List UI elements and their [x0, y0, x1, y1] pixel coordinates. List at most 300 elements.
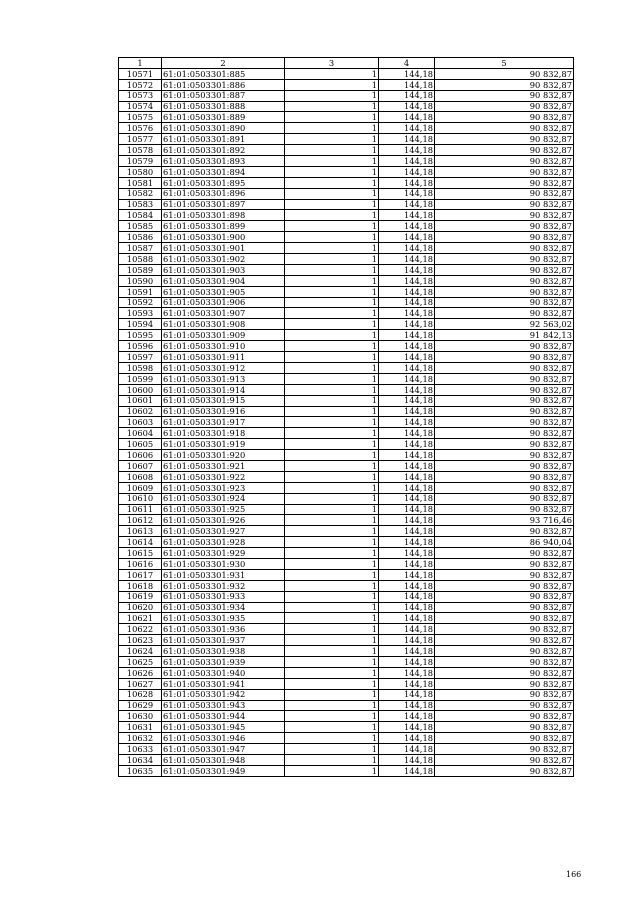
table-row	[119, 678, 574, 689]
table-cell: 10597	[119, 352, 162, 363]
table-row	[119, 341, 574, 352]
table-cell: 1	[285, 722, 379, 733]
table-cell: 1	[285, 395, 379, 406]
table-cell: 144,18	[379, 755, 435, 766]
table-cell: 1	[285, 439, 379, 450]
table-cell: 144,18	[379, 406, 435, 417]
table-cell: 90 832,87	[435, 254, 574, 265]
table-cell: 90 832,87	[435, 493, 574, 504]
table-row	[119, 569, 574, 580]
table-cell: 90 832,87	[435, 580, 574, 591]
table-cell: 90 832,87	[435, 591, 574, 602]
table-cell: 61:01:0503301:910	[162, 341, 285, 352]
table-cell: 144,18	[379, 678, 435, 689]
table-cell: 61:01:0503301:925	[162, 504, 285, 515]
table-row	[119, 406, 574, 417]
table-cell: 90 832,87	[435, 341, 574, 352]
table-row	[119, 166, 574, 177]
table-cell: 61:01:0503301:929	[162, 548, 285, 559]
table-cell: 144,18	[379, 471, 435, 482]
table-cell: 144,18	[379, 90, 435, 101]
table-cell: 61:01:0503301:945	[162, 722, 285, 733]
table-row	[119, 711, 574, 722]
table-cell: 10599	[119, 373, 162, 384]
table-cell: 144,18	[379, 286, 435, 297]
column-header: 1	[119, 58, 162, 69]
table-row	[119, 602, 574, 613]
table-cell: 1	[285, 112, 379, 123]
table-cell: 10576	[119, 123, 162, 134]
table-cell: 61:01:0503301:917	[162, 417, 285, 428]
table-cell: 90 832,87	[435, 79, 574, 90]
table-cell: 90 832,87	[435, 624, 574, 635]
table-cell: 144,18	[379, 308, 435, 319]
table-cell: 1	[285, 744, 379, 755]
table-cell: 90 832,87	[435, 689, 574, 700]
table-row	[119, 635, 574, 646]
table-cell: 10630	[119, 711, 162, 722]
table-row	[119, 134, 574, 145]
table-cell: 1	[285, 526, 379, 537]
table-row	[119, 308, 574, 319]
table-cell: 144,18	[379, 166, 435, 177]
table-cell: 61:01:0503301:922	[162, 471, 285, 482]
table-cell: 10604	[119, 428, 162, 439]
table-cell: 90 832,87	[435, 134, 574, 145]
table-cell: 1	[285, 221, 379, 232]
table-cell: 10631	[119, 722, 162, 733]
table-cell: 144,18	[379, 68, 435, 79]
table-cell: 61:01:0503301:887	[162, 90, 285, 101]
table-cell: 90 832,87	[435, 395, 574, 406]
table-cell: 61:01:0503301:947	[162, 744, 285, 755]
header-row	[119, 58, 574, 69]
table-cell: 144,18	[379, 177, 435, 188]
table-cell: 1	[285, 243, 379, 254]
table-cell: 144,18	[379, 275, 435, 286]
table-row	[119, 450, 574, 461]
table-cell: 61:01:0503301:894	[162, 166, 285, 177]
table-cell: 1	[285, 450, 379, 461]
table-cell: 10623	[119, 635, 162, 646]
table-row	[119, 221, 574, 232]
table-row	[119, 286, 574, 297]
table-row	[119, 373, 574, 384]
table-row	[119, 439, 574, 450]
table-cell: 61:01:0503301:888	[162, 101, 285, 112]
table-cell: 61:01:0503301:923	[162, 482, 285, 493]
table-cell: 144,18	[379, 558, 435, 569]
table-row	[119, 515, 574, 526]
table-row	[119, 254, 574, 265]
table-cell: 10624	[119, 646, 162, 657]
table-cell: 90 832,87	[435, 722, 574, 733]
table-cell: 90 832,87	[435, 460, 574, 471]
table-cell: 61:01:0503301:890	[162, 123, 285, 134]
table-row	[119, 68, 574, 79]
table-cell: 144,18	[379, 765, 435, 776]
table-row	[119, 722, 574, 733]
table-cell: 10593	[119, 308, 162, 319]
table-cell: 144,18	[379, 373, 435, 384]
table-cell: 90 832,87	[435, 286, 574, 297]
table-cell: 61:01:0503301:920	[162, 450, 285, 461]
table-cell: 61:01:0503301:898	[162, 210, 285, 221]
table-cell: 90 832,87	[435, 613, 574, 624]
table-cell: 1	[285, 580, 379, 591]
table-cell: 10592	[119, 297, 162, 308]
table-cell: 90 832,87	[435, 68, 574, 79]
table-cell: 61:01:0503301:896	[162, 188, 285, 199]
table-cell: 90 832,87	[435, 765, 574, 776]
table-row	[119, 755, 574, 766]
table-cell: 10598	[119, 362, 162, 373]
table-cell: 61:01:0503301:909	[162, 330, 285, 341]
table-cell: 1	[285, 471, 379, 482]
table-row	[119, 330, 574, 341]
table-cell: 1	[285, 166, 379, 177]
table-cell: 90 832,87	[435, 145, 574, 156]
table-cell: 90 832,87	[435, 602, 574, 613]
table-cell: 144,18	[379, 744, 435, 755]
page-number: 166	[566, 870, 582, 879]
table-cell: 90 832,87	[435, 101, 574, 112]
table-row	[119, 537, 574, 548]
table-row	[119, 297, 574, 308]
table-cell: 92 563,02	[435, 319, 574, 330]
table-cell: 90 832,87	[435, 526, 574, 537]
table-cell: 1	[285, 635, 379, 646]
table-row	[119, 156, 574, 167]
table-cell: 90 832,87	[435, 439, 574, 450]
table-row	[119, 493, 574, 504]
table-cell: 90 832,87	[435, 90, 574, 101]
table-cell: 144,18	[379, 667, 435, 678]
table-cell: 1	[285, 613, 379, 624]
table-cell: 144,18	[379, 254, 435, 265]
table-cell: 90 832,87	[435, 646, 574, 657]
table-cell: 10607	[119, 460, 162, 471]
table-row	[119, 90, 574, 101]
table-row	[119, 482, 574, 493]
table-cell: 144,18	[379, 515, 435, 526]
table-row	[119, 733, 574, 744]
table-cell: 1	[285, 352, 379, 363]
table-row	[119, 145, 574, 156]
table-cell: 10574	[119, 101, 162, 112]
table-cell: 10602	[119, 406, 162, 417]
table-cell: 61:01:0503301:933	[162, 591, 285, 602]
table-cell: 144,18	[379, 210, 435, 221]
table-cell: 1	[285, 362, 379, 373]
table-cell: 1	[285, 700, 379, 711]
table-cell: 10600	[119, 384, 162, 395]
table-cell: 90 832,87	[435, 123, 574, 134]
table-cell: 61:01:0503301:921	[162, 460, 285, 471]
table-row	[119, 199, 574, 210]
column-header: 4	[379, 58, 435, 69]
table-row	[119, 275, 574, 286]
table-cell: 61:01:0503301:941	[162, 678, 285, 689]
table-cell: 144,18	[379, 417, 435, 428]
table-cell: 144,18	[379, 493, 435, 504]
table-cell: 90 832,87	[435, 678, 574, 689]
table-cell: 10588	[119, 254, 162, 265]
table-cell: 1	[285, 90, 379, 101]
table-cell: 1	[285, 188, 379, 199]
table-cell: 1	[285, 667, 379, 678]
table-row	[119, 700, 574, 711]
table-cell: 144,18	[379, 156, 435, 167]
table-cell: 61:01:0503301:906	[162, 297, 285, 308]
table-cell: 144,18	[379, 635, 435, 646]
table-row	[119, 112, 574, 123]
table-cell: 144,18	[379, 362, 435, 373]
table-cell: 10632	[119, 733, 162, 744]
table-cell: 93 716,46	[435, 515, 574, 526]
table-cell: 10578	[119, 145, 162, 156]
table-cell: 90 832,87	[435, 308, 574, 319]
table-cell: 10580	[119, 166, 162, 177]
table-cell: 144,18	[379, 395, 435, 406]
table-cell: 1	[285, 602, 379, 613]
table-cell: 61:01:0503301:904	[162, 275, 285, 286]
table-cell: 1	[285, 319, 379, 330]
table-cell: 61:01:0503301:924	[162, 493, 285, 504]
table-cell: 1	[285, 569, 379, 580]
table-cell: 90 832,87	[435, 504, 574, 515]
table-cell: 1	[285, 558, 379, 569]
table-cell: 1	[285, 537, 379, 548]
table-cell: 90 832,87	[435, 384, 574, 395]
table-cell: 90 832,87	[435, 177, 574, 188]
table-cell: 1	[285, 330, 379, 341]
table-cell: 1	[285, 733, 379, 744]
table-cell: 61:01:0503301:919	[162, 439, 285, 450]
table-cell: 61:01:0503301:886	[162, 79, 285, 90]
table-cell: 91 842,13	[435, 330, 574, 341]
table-cell: 10626	[119, 667, 162, 678]
table-cell: 1	[285, 384, 379, 395]
table-cell: 1	[285, 504, 379, 515]
table-cell: 90 832,87	[435, 275, 574, 286]
table-cell: 90 832,87	[435, 733, 574, 744]
table-cell: 1	[285, 286, 379, 297]
table-cell: 61:01:0503301:949	[162, 765, 285, 776]
table-cell: 10621	[119, 613, 162, 624]
table-cell: 61:01:0503301:908	[162, 319, 285, 330]
table-cell: 1	[285, 482, 379, 493]
table-cell: 61:01:0503301:885	[162, 68, 285, 79]
table-cell: 1	[285, 765, 379, 776]
table-cell: 61:01:0503301:930	[162, 558, 285, 569]
table-cell: 10627	[119, 678, 162, 689]
table-cell: 10572	[119, 79, 162, 90]
table-cell: 61:01:0503301:935	[162, 613, 285, 624]
table-row	[119, 460, 574, 471]
table-cell: 61:01:0503301:932	[162, 580, 285, 591]
table-cell: 61:01:0503301:893	[162, 156, 285, 167]
table-body	[119, 68, 574, 776]
table-cell: 61:01:0503301:905	[162, 286, 285, 297]
table-cell: 61:01:0503301:948	[162, 755, 285, 766]
table-cell: 61:01:0503301:914	[162, 384, 285, 395]
table-cell: 144,18	[379, 341, 435, 352]
table-row	[119, 101, 574, 112]
table-row	[119, 558, 574, 569]
table-cell: 144,18	[379, 134, 435, 145]
table-cell: 144,18	[379, 101, 435, 112]
table-cell: 1	[285, 689, 379, 700]
table-cell: 144,18	[379, 733, 435, 744]
table-cell: 144,18	[379, 188, 435, 199]
table-row	[119, 319, 574, 330]
table-row	[119, 667, 574, 678]
table-cell: 90 832,87	[435, 156, 574, 167]
table-cell: 144,18	[379, 319, 435, 330]
table-cell: 10603	[119, 417, 162, 428]
table-cell: 61:01:0503301:900	[162, 232, 285, 243]
table-cell: 10591	[119, 286, 162, 297]
table-cell: 90 832,87	[435, 221, 574, 232]
table-cell: 61:01:0503301:940	[162, 667, 285, 678]
table-cell: 90 832,87	[435, 755, 574, 766]
table-cell: 61:01:0503301:942	[162, 689, 285, 700]
table-cell: 90 832,87	[435, 232, 574, 243]
table-cell: 10601	[119, 395, 162, 406]
table-cell: 10586	[119, 232, 162, 243]
table-cell: 61:01:0503301:902	[162, 254, 285, 265]
table-cell: 144,18	[379, 569, 435, 580]
table-cell: 1	[285, 493, 379, 504]
table-row	[119, 646, 574, 657]
table-cell: 10616	[119, 558, 162, 569]
table-cell: 61:01:0503301:943	[162, 700, 285, 711]
table-row	[119, 123, 574, 134]
table-row	[119, 264, 574, 275]
table-cell: 10582	[119, 188, 162, 199]
table-cell: 90 832,87	[435, 406, 574, 417]
table-cell: 10608	[119, 471, 162, 482]
table-cell: 10617	[119, 569, 162, 580]
table-cell: 1	[285, 308, 379, 319]
table-cell: 90 832,87	[435, 243, 574, 254]
table-cell: 61:01:0503301:897	[162, 199, 285, 210]
table-row	[119, 362, 574, 373]
table-row	[119, 765, 574, 776]
table-cell: 10633	[119, 744, 162, 755]
table-cell: 61:01:0503301:937	[162, 635, 285, 646]
table-cell: 90 832,87	[435, 362, 574, 373]
table-cell: 1	[285, 134, 379, 145]
table-cell: 1	[285, 232, 379, 243]
table-cell: 1	[285, 646, 379, 657]
table-cell: 1	[285, 101, 379, 112]
table-cell: 90 832,87	[435, 297, 574, 308]
table-cell: 144,18	[379, 580, 435, 591]
table-cell: 144,18	[379, 722, 435, 733]
table-cell: 1	[285, 254, 379, 265]
table-cell: 1	[285, 678, 379, 689]
table-cell: 90 832,87	[435, 199, 574, 210]
table-cell: 144,18	[379, 460, 435, 471]
table-row	[119, 591, 574, 602]
table-cell: 61:01:0503301:934	[162, 602, 285, 613]
table-cell: 10614	[119, 537, 162, 548]
table-cell: 144,18	[379, 711, 435, 722]
table-cell: 10589	[119, 264, 162, 275]
table-row	[119, 624, 574, 635]
table-cell: 10590	[119, 275, 162, 286]
table-cell: 61:01:0503301:936	[162, 624, 285, 635]
table-cell: 61:01:0503301:927	[162, 526, 285, 537]
table-row	[119, 428, 574, 439]
table-cell: 144,18	[379, 439, 435, 450]
table-cell: 61:01:0503301:939	[162, 656, 285, 667]
table-cell: 144,18	[379, 199, 435, 210]
column-header: 5	[435, 58, 574, 69]
table-cell: 10628	[119, 689, 162, 700]
table-cell: 144,18	[379, 482, 435, 493]
table-cell: 144,18	[379, 591, 435, 602]
table-cell: 1	[285, 341, 379, 352]
table-cell: 1	[285, 210, 379, 221]
table-cell: 10618	[119, 580, 162, 591]
table-row	[119, 580, 574, 591]
data-table	[118, 57, 574, 777]
table-row	[119, 504, 574, 515]
table-row	[119, 613, 574, 624]
table-row	[119, 232, 574, 243]
table-cell: 1	[285, 406, 379, 417]
table-row	[119, 548, 574, 559]
table-cell: 10575	[119, 112, 162, 123]
table-cell: 1	[285, 123, 379, 134]
table-cell: 10583	[119, 199, 162, 210]
table-cell: 10615	[119, 548, 162, 559]
table-cell: 144,18	[379, 352, 435, 363]
table-cell: 10612	[119, 515, 162, 526]
table-cell: 90 832,87	[435, 450, 574, 461]
table-cell: 90 832,87	[435, 744, 574, 755]
table-cell: 144,18	[379, 123, 435, 134]
table-cell: 1	[285, 548, 379, 559]
table-cell: 144,18	[379, 537, 435, 548]
column-header: 3	[285, 58, 379, 69]
table-cell: 61:01:0503301:915	[162, 395, 285, 406]
table-cell: 1	[285, 297, 379, 308]
table-cell: 10594	[119, 319, 162, 330]
table-cell: 10581	[119, 177, 162, 188]
table-cell: 90 832,87	[435, 166, 574, 177]
table-cell: 144,18	[379, 700, 435, 711]
table-cell: 90 832,87	[435, 428, 574, 439]
table-cell: 90 832,87	[435, 548, 574, 559]
table-cell: 61:01:0503301:895	[162, 177, 285, 188]
table-row	[119, 352, 574, 363]
table-cell: 90 832,87	[435, 656, 574, 667]
table-cell: 1	[285, 156, 379, 167]
table-cell: 90 832,87	[435, 635, 574, 646]
table-cell: 10596	[119, 341, 162, 352]
table-cell: 144,18	[379, 602, 435, 613]
table-cell: 1	[285, 199, 379, 210]
table-cell: 61:01:0503301:926	[162, 515, 285, 526]
table-cell: 144,18	[379, 79, 435, 90]
table-cell: 61:01:0503301:946	[162, 733, 285, 744]
table-cell: 1	[285, 656, 379, 667]
table-cell: 90 832,87	[435, 352, 574, 363]
